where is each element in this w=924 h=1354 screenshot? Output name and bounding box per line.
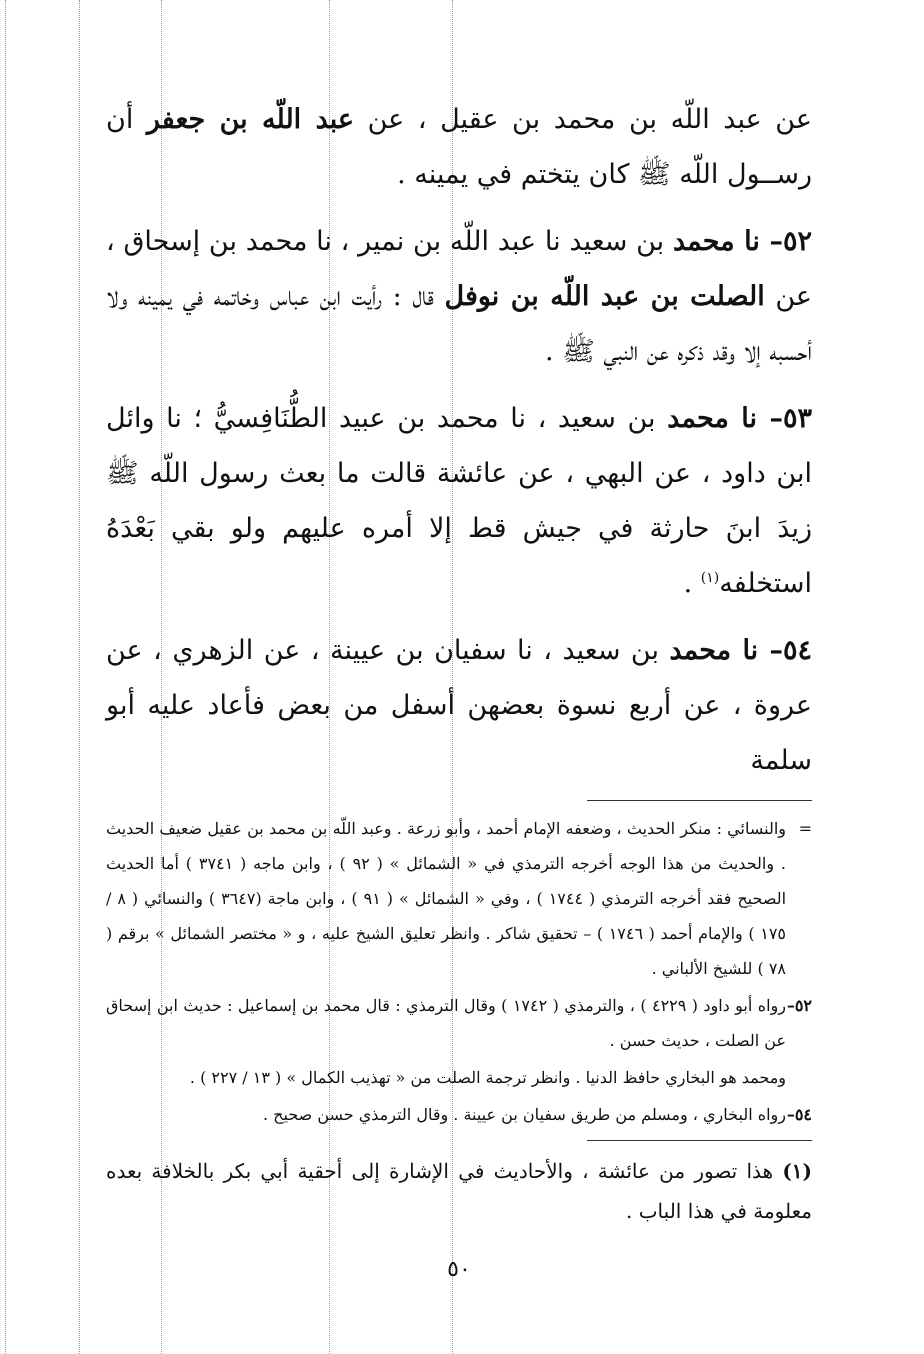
book-page (106, 92, 812, 1282)
note-52-extra: ومحمد هو البخاري حافظ الدنيا . وانظر ترجمة الصلت من « تهذيب الكمال » ( ١٣ / ٢٢٧ ) . (189, 1068, 786, 1087)
hadith-54: ٥٤– نا محمد بن سعيد ، نا سفيان بن عيينة ، عن الزهري ، عن عروة ، عن أربع نسوة بعضهن أسفل من بعض فأعاد عليه أبو سلمة (106, 635, 812, 776)
footnotes (106, 1151, 812, 1231)
footnote-ref: (١) (700, 570, 720, 586)
scan-margin-line (79, 0, 80, 1354)
notes-separator (587, 800, 812, 801)
hadith-number: ٥٤– (769, 635, 812, 666)
hadith-number: ٥٣– (769, 403, 813, 434)
note-54: ٥٤– رواه البخاري ، ومسلم من طريق سفيان بن عيينة . وقال الترمذي حسن صحيح . (263, 1105, 812, 1124)
hadith-52: ٥٢– نا محمد بن سعيد نا عبد اللّه بن نمير ، نا محمد بن إسحاق ، عن الصلت بن عبد اللّه بن نوفل قال : رأيت ابن عباس وخاتمه في يمينه ولا أحسبه إلا وقد ذكره عن النبي ﷺ . (106, 226, 813, 367)
commentary-notes (106, 811, 812, 1132)
footnote-separator (587, 1140, 812, 1141)
hadith-53: ٥٣– نا محمد بن سعيد ، نا محمد بن عبيد الطُّنَافِسيُّ ؛ نا وائل ابن داود ، عن البهي ، عن عائشة قالت ما بعث رسول اللّه ﷺ زيدَ ابنَ حارثة في جيش قط إلا أمره عليهم ولو بقي بَعْدَهُ استخلفه$^{(١)}$ . (106, 403, 813, 599)
note-52: ٥٢– رواه أبو داود ( ٤٢٢٩ ) ، والترمذي ( ١٧٤٢ ) وقال الترمذي : قال محمد بن إسماعيل : حديث ابن إسحاق عن الصلت ، حديث حسن . (106, 996, 812, 1050)
note-continuation: = والنسائي : منكر الحديث ، وضعفه الإمام أحمد ، وأبو زرعة . وعبد اللّه بن محمد بن عقيل ضعيف الحديث . والحديث من هذا الوجه أخرجه الترمذي في « الشمائل » ( ٩٢ ) ، وابن ماجه ( ٣٧٤١ ) أما الحديث الصحيح فقد أخرجه الترمذي ( ١٧٤٤ ) ، وفي « الشمائل » ( ٩١ ) ، وابن ماجة (٣٦٤٧ ) والنسائي ( ٨ / ١٧٥ ) والإمام أحمد ( ١٧٤٦ ) – تحقيق شاكر . وانظر تعليق الشيخ عليه ، و « مختصر الشمائل » برقم ( ٧٨ ) للشيخ الألباني . (106, 819, 812, 978)
scan-margin-line (5, 0, 6, 1354)
page-number: ٥٠ (447, 1257, 471, 1282)
footnote-1: (١) هذا تصور من عائشة ، والأحاديث في الإشارة إلى أحقية أبي بكر بالخلافة بعده معلومة في هذا الباب . (106, 1159, 812, 1223)
main-text (106, 92, 812, 788)
hadith-51-continuation: عن عبد اللّه بن محمد بن عقيل ، عن عبد اللّه بن جعفر أن رســول اللّه ﷺ كان يتختم في يمينه . (106, 104, 812, 190)
hadith-number: ٥٢– (769, 226, 812, 257)
